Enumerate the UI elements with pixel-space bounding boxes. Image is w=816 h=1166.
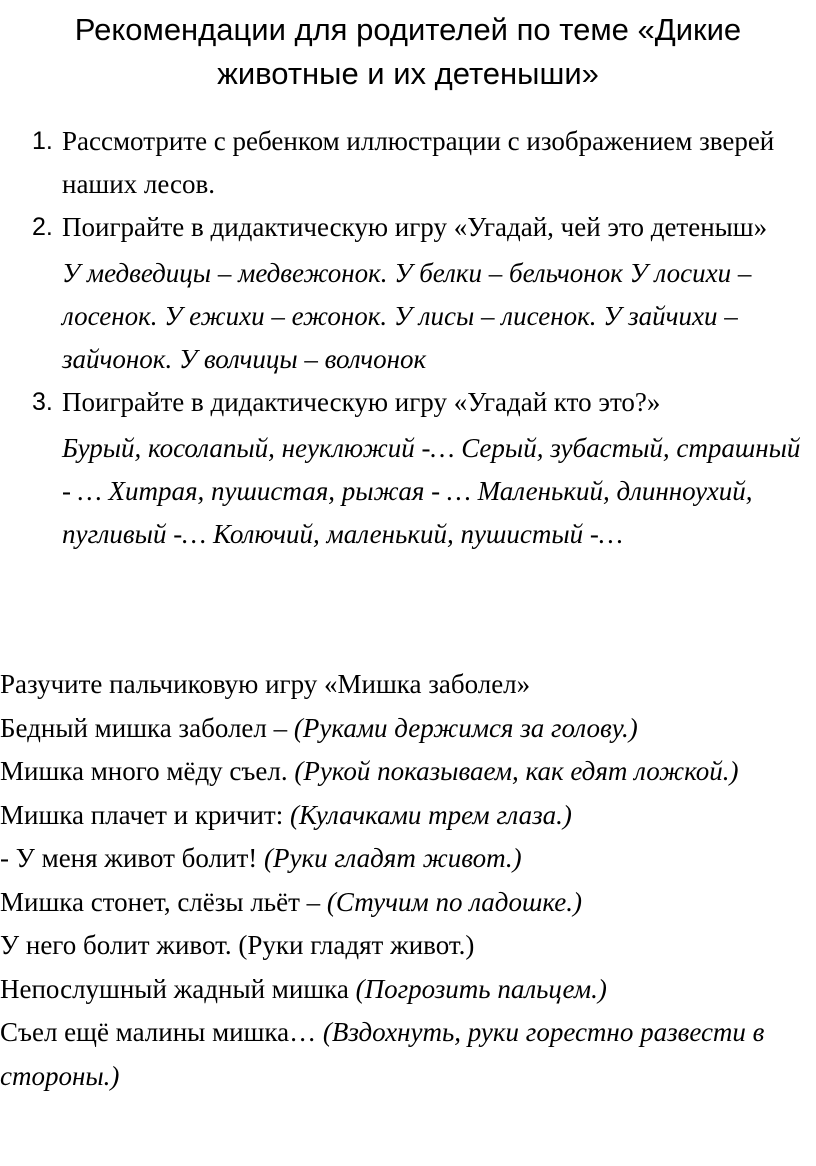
verse-line [0,1011,816,1098]
item-number: 1. [32,127,53,155]
verse-text: Мишка много мёду съел. [0,756,295,786]
verse-action: (Погрозить пальцем.) [355,973,607,1004]
verse-action: (Руки гладят живот.) [264,843,522,873]
verse-line [0,707,816,751]
verse-text: Непослушный жадный мишка [0,973,356,1004]
recommendation-item [0,120,816,206]
recommendation-item [0,381,816,556]
verse-text: Съел ещё малины мишка… [0,1017,323,1047]
finger-game [0,663,816,1098]
verse-action: (Стучим по ладошке.) [326,886,583,917]
item-number: 2. [32,213,53,241]
title-line-1: Рекомендации для родителей по теме «Дикие [74,12,742,47]
verse-text: - У меня живот болит! [0,843,265,873]
recommendation-list [0,120,816,556]
title-line-2: животные и их детеныши» [217,56,599,91]
verse-text: Мишка стонет, слёзы льёт – [0,886,327,917]
item-text: Рассмотрите с ребенком иллюстрации с изображением зверей наших лесов. [62,126,775,199]
verse-action: (Руками держимся за голову.) [293,712,638,743]
verse-action: (Кулачками трем глаза.) [289,799,572,830]
verse-line [0,924,816,968]
verse-line [0,881,816,925]
verse-text: Мишка плачет и кричит: [0,799,290,830]
item-number: 3. [32,388,53,416]
page-title [0,8,816,96]
verse-action: (Вздохнуть, руки горестно развести в стороны.) [0,1017,765,1091]
verse-text: Бедный мишка заболел – [0,712,294,743]
item-example: Бурый, косолапый, неуклюжий -… Серый, зубастый, страшный - … Хитрая, пушистая, рыжая - … Маленький, длинноухий, пугливый -… Колючий, маленький, пушистый -… [62,433,801,549]
verse-text: У него болит живот. (Руки гладят живот.) [0,930,475,960]
recommendation-item [0,206,816,381]
verse-line [0,837,816,881]
verse-line [0,750,816,794]
verse-action: (Рукой показываем, как едят ложкой.) [294,756,739,786]
verse-line [0,794,816,838]
item-text: Поиграйте в дидактическую игру «Угадай, чей это детеныш» [62,212,768,242]
finger-game-heading: Разучите пальчиковую игру «Мишка заболел» [0,669,531,699]
item-example: У медведицы – медвежонок. У белки – бельчонок У лосихи – лосенок. У ежихи – ежонок. У лисы – лисенок. У зайчихи – зайчонок. У волчицы – волчонок [62,258,752,374]
verse-line [0,968,816,1012]
item-text: Поиграйте в дидактическую игру «Угадай кто это?» [62,387,661,417]
